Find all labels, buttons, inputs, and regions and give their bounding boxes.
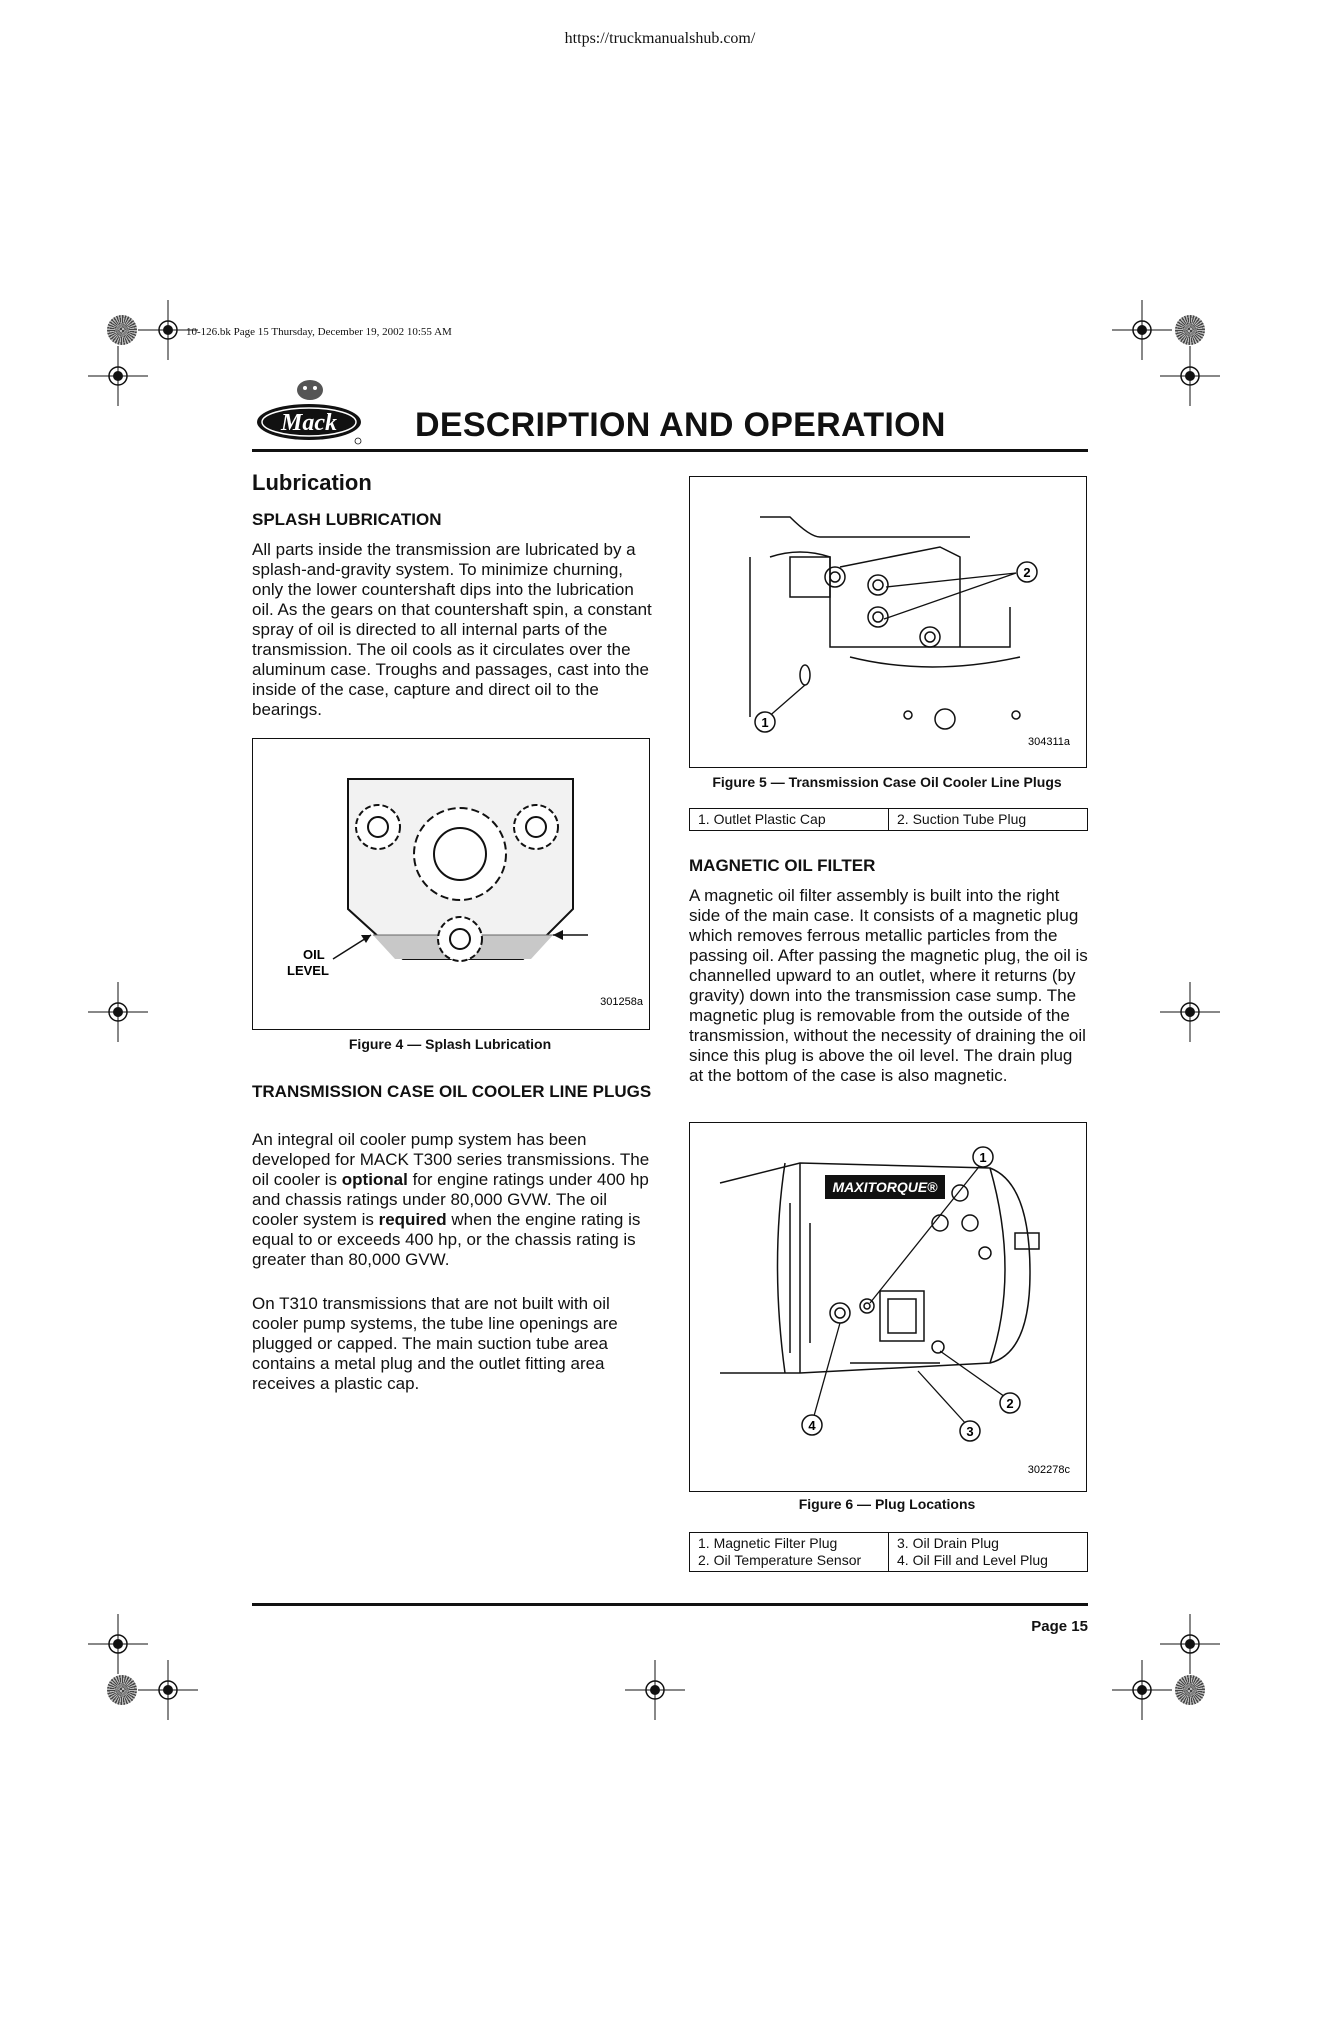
page-title: DESCRIPTION AND OPERATION	[415, 406, 946, 444]
figure-6-callout-1: 1	[979, 1150, 987, 1165]
figure-5-callout-1: 1	[761, 715, 769, 730]
figure-6-callout-3: 3	[966, 1424, 974, 1439]
figure-4-caption: Figure 4 — Splash Lubrication	[348, 1036, 552, 1052]
title-rule	[252, 449, 1088, 452]
color-rosette-icon	[107, 1675, 137, 1705]
figure-6-callout-2: 2	[1006, 1396, 1014, 1411]
logo-text: Mack	[281, 410, 337, 436]
figure-5-callout-2: 2	[1023, 565, 1031, 580]
page-number: Page 15	[1031, 1618, 1088, 1635]
color-rosette-icon	[1175, 315, 1205, 345]
figure-5-legend-table	[689, 808, 1088, 831]
legend-cell: 1. Magnetic Filter Plug 2. Oil Temperature Sensor	[690, 1533, 889, 1572]
figure-4-id: 301258a	[600, 996, 643, 1008]
oil-label: OIL	[303, 947, 325, 962]
table-row	[690, 809, 1088, 831]
registration-mark-icon	[1160, 982, 1220, 1042]
bulldog-icon	[297, 380, 323, 400]
registration-mark-icon	[88, 982, 148, 1042]
figure-6-legend-table	[689, 1532, 1088, 1572]
registration-mark-icon	[1160, 346, 1220, 406]
registration-mark-icon	[88, 346, 148, 406]
figure-5-caption: Figure 5 — Transmission Case Oil Cooler Line Plugs	[712, 774, 1062, 790]
magnetic-oil-filter-text: A magnetic oil filter assembly is built into the right side of the main case. It consists of a magnetic plug which removes ferrous metallic particles from the passing oil. After passing the magnetic plug, the oil is channelled upward to an outlet, where it returns (by gravity) down into the transmission case sump. The magnetic plug is removable from the outside of the transmission, without the necessity of draining the oil since this plug is above the oil level. The drain plug at the bottom of the case is also magnetic.	[689, 886, 1088, 1085]
legend-cell: 3. Oil Drain Plug 4. Oil Fill and Level Plug	[889, 1533, 1088, 1572]
figure-5-oil-cooler-line-plugs	[689, 476, 1087, 768]
figure-6-callout-4: 4	[808, 1418, 816, 1433]
figure-6-id: 302278c	[1027, 1464, 1070, 1476]
registration-mark-icon	[138, 1660, 198, 1720]
table-row	[690, 1533, 1088, 1572]
section-heading-lubrication: Lubrication	[252, 470, 372, 495]
figure-6-caption: Figure 6 — Plug Locations	[798, 1496, 976, 1512]
level-label: LEVEL	[287, 963, 329, 978]
print-info: 10-126.bk Page 15 Thursday, December 19, 2002 10:55 AM	[186, 326, 452, 338]
figure-5-id: 304311a	[1027, 736, 1070, 748]
oil-cooler-text: An integral oil cooler pump system has been developed for MACK T300 series transmissions. The oil cooler is optional for engine ratings under 400 hp and chassis ratings under 80,000 GVW. The oil cooler system is required when the engine rating is equal to or exceeds 400 hp, or the chassis rating is greater than 80,000 GVW. On T310 transmissions that are not built with oil cooler pump systems, the tube line openings are plugged or capped. The main suction tube area contains a metal plug and the outlet fitting area receives a plastic cap.	[252, 1130, 650, 1393]
subheading-oil-cooler-line-plugs: TRANSMISSION CASE OIL COOLER LINE PLUGS	[252, 1082, 652, 1101]
footer-rule	[252, 1603, 1088, 1606]
mack-logo	[254, 378, 364, 448]
color-rosette-icon	[1175, 1675, 1205, 1705]
registration-mark-icon	[1112, 1660, 1172, 1720]
subheading-splash-lubrication: SPLASH LUBRICATION	[252, 510, 442, 529]
subheading-magnetic-oil-filter: MAGNETIC OIL FILTER	[689, 856, 876, 875]
registration-mark-icon	[625, 1660, 685, 1720]
splash-lubrication-text: All parts inside the transmission are lubricated by a splash-and-gravity system. To minimize churning, only the lower countershaft dips into the lubrication oil. As the gears on that countershaft spin, a constant spray of oil is directed to all internal parts of the transmission. The oil cools as it circulates over the aluminum case. Troughs and passages, cast into the inside of the case, capture and direct oil to the bearings.	[252, 540, 652, 719]
maxitorque-brand-text: MAXITORQUE®	[832, 1179, 938, 1195]
legend-cell: 1. Outlet Plastic Cap	[690, 809, 889, 831]
source-url: https://truckmanualshub.com/	[564, 30, 756, 47]
figure-4-splash-lubrication	[252, 738, 650, 1030]
figure-6-plug-locations	[689, 1122, 1087, 1492]
legend-cell: 2. Suction Tube Plug	[889, 809, 1088, 831]
color-rosette-icon	[107, 315, 137, 345]
